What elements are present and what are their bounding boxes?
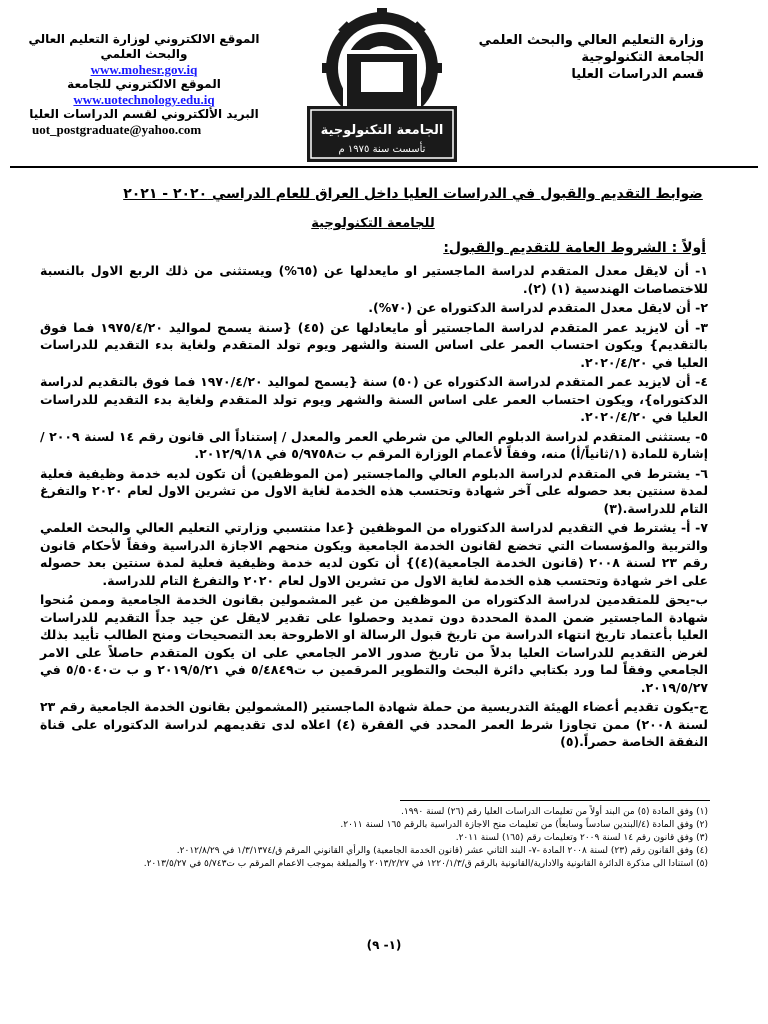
ministry-website-link[interactable]: www.mohesr.gov.iq — [90, 62, 198, 77]
university-line: الجامعة التكنولوجية — [581, 50, 704, 65]
page-number: (١- ٩) — [366, 938, 402, 952]
condition-item: ٦- يشترط في المتقدم لدراسة الدبلوم العالي والماجستير (من الموظفين) أن تكون لديه خدمة وظيفية فعلية لمدة سنتين بعد حصوله على آخر شهادة وتحتسب هذه الخدمة لغاية الاول من تشرين الاول لعام ٢٠٢٠ والتفرغ التام للدراسة.(٣) — [40, 465, 709, 516]
condition-item: ٧- أ- يشترط في التقديم لدراسة الدكتوراه من الموظفين {عدا منتسبي وزارتي التعليم العالي والبحث العلمي والتربية والمؤسسات التي تخضع لقانون الخدمة الجامعية ويكون منحهم الاجازة الدراسية وفقاً لأحكام قانون رقم ٢٣ لسنة ٢٠٠٨ (قانون الخدمة الجامعية)(٤)} أن تكون لديه خدمة وظيفية فعلية لمدة سنتين بعد حصوله على اخر شهادة وتحتسب هذه الخدمة لغاية الاول من تشرين الاول لعام ٢٠٢٠ والتفرغ التام للدراسة. — [40, 520, 708, 588]
ministry-header — [464, 32, 704, 83]
condition-item: ١- أن لايقل معدل المتقدم لدراسة الماجستير او مايعدلها عن (٦٥%) ويستثنى من ذلك الربع الاول بالنسبة للاختصاصات الهندسية (١) (٢). — [40, 263, 708, 296]
university-logo — [303, 6, 461, 166]
document-title: ضوابط التقديم والقبول في الدراسات العليا داخل العراق للعام الدراسي ٢٠٢٠ - ٢٠٢١ — [123, 186, 703, 202]
section-heading: أولاً : الشروط العامة للتقديم والقبول: — [443, 240, 706, 256]
email-address[interactable]: uot_postgraduate@yahoo.com — [32, 122, 202, 137]
footnote-divider — [400, 800, 710, 801]
contact-header — [24, 32, 264, 137]
logo-name: الجامعة التكنولوجية — [320, 123, 444, 138]
condition-item: ٣- أن لايزيد عمر المتقدم لدراسة الماجستير أو مايعادلها عن (٤٥) {سنة يسمح لمواليد ١٩٧٥/٤/٢٠ فما فوق بالتقديم} ويكون احتساب العمر على اساس السنة والشهر ويوم تولد المتقدم ولغاية بدء التقديم للدراسات العليا في ٢٠٢٠/٤/٢٠. — [40, 319, 708, 370]
footnote: (٣) وفق قانون رقم ١٤ لسنة ٢٠٠٩ وتعليمات رقم (١٦٥) لسنة ٢٠١١. — [455, 833, 708, 843]
document-subtitle: للجامعة التكنولوجية — [311, 216, 435, 231]
condition-item: ٢- أن لايقل معدل المتقدم لدراسة الدكتوراه عن (٧٠%). — [368, 300, 708, 315]
university-website-link[interactable]: www.uotechnology.edu.iq — [73, 92, 215, 107]
department-line: قسم الدراسات العليا — [571, 67, 704, 82]
condition-item: ٤- أن لايزيد عمر المتقدم لدراسة الدكتوراه عن (٥٠) سنة {يسمح لمواليد ١٩٧٠/٤/٢٠ فما فوق بالتقديم لدراسة الدكتوراه}، ويكون احتساب العمر على اساس السنة والشهر ويوم تولد المتقدم ولغاية بدء التقديم للدراسات العليا في ٢٠٢٠/٤/٢٠. — [40, 374, 709, 424]
ministry-line: وزارة التعليم العالي والبحث العلمي — [478, 33, 704, 48]
logo-founded: تأسست سنة ١٩٧٥ م — [338, 144, 426, 155]
footnote: (٥) استنادا الى مذكرة الدائرة القانونية والادارية/القانونية بالرقم ق/١٢٢٠/١/٣ في ٢٠١٣/٢/٢٧ والمبلغة بموجب الاعمام المرقم ب ت٥/٧٤٣ في ٢٠١٣/٥/٢٧. — [143, 859, 708, 869]
header-divider — [10, 166, 758, 168]
ministry-site-label: الموقع الالكتروني لوزارة التعليم العالي والبحث العلمي — [28, 32, 260, 61]
conditions-list — [40, 262, 708, 753]
university-site-label: الموقع الالكتروني للجامعة — [67, 77, 221, 91]
footnotes — [60, 806, 708, 871]
condition-item: ج-يكون تقديم أعضاء الهيئة التدريسية من حملة شهادة الماجستير (المشمولين بقانون الخدمة الجامعية رقم ٢٣ لسنة ٢٠٠٨) ممن تجاوزا شرط العمر المحدد في الفقرة (٤) اعلاه لدى تقديمهم لدراسة الدكتوراه على قناة النفقة الخاصة حصراً.(٥) — [40, 699, 708, 749]
footnote: (٢) وفق المادة (٤/البندين سادساً وسابعاً) من تعليمات منح الاجازة الدراسية بالرقم ١٦٥ لسنة ٢٠١١. — [340, 820, 708, 830]
condition-item: ب-يحق للمتقدمين لدراسة الدكتوراه من الموظفين من غير المشمولين بقانون الخدمة الجامعية وممن مُنحوا شهادة الماجستير ضمن المدة المحددة دون تمديد وحصلوا على تقدير لايقل عن جيد جداً التقديم للدراسات العليا بأعتماد تاريخ انتهاء الدراسة من تاريخ قبول الرسالة او الاطروحة بعد التصحيحات ومنح الطالب تأييد بذلك لغرض التقديم للدراسات العليا بدلاً من تاريخ صدور الامر الجامعي على ان يكون المتقدم حاصلاً على الامر الجامعي وفقاً لما ورد بكتابي دائرة البحث والتطوير المرقمين ب ت٥/٤٨٤٩ في ٢٠١٩/٥/٢١ و ب ت٥/٥٠٤٠ في ٢٠١٩/٥/٢٧. — [40, 592, 708, 695]
footnote: (١) وفق المادة (٥) من البند أولاً من تعليمات الدراسات العليا رقم (٢٦) لسنة ١٩٩٠. — [401, 807, 708, 817]
condition-item: ٥- يستثنى المتقدم لدراسة الدبلوم العالي من شرطي العمر والمعدل / إستناداً الى قانون رقم ١٤ لسنة ٢٠٠٩ / إشارة للمادة (١/ثانياً/أ) منه، وفقاً لأعمام الوزارة المرقم ب ت٥/٩٧٥٨ في ٢٠١٢/٩/١٨. — [40, 428, 708, 461]
email-label: البريد الألكتروني لقسم الدراسات العليا — [29, 107, 259, 121]
footnote: (٤) وفق القانون رقم (٢٣) لسنة ٢٠٠٨ المادة -٧- البند الثاني عشر (قانون الخدمة الجامعية) والرأي القانوني المرقم ق/١/٣/١٣٧٤ في ٢٠١٢/٨/٢٩. — [176, 846, 708, 856]
